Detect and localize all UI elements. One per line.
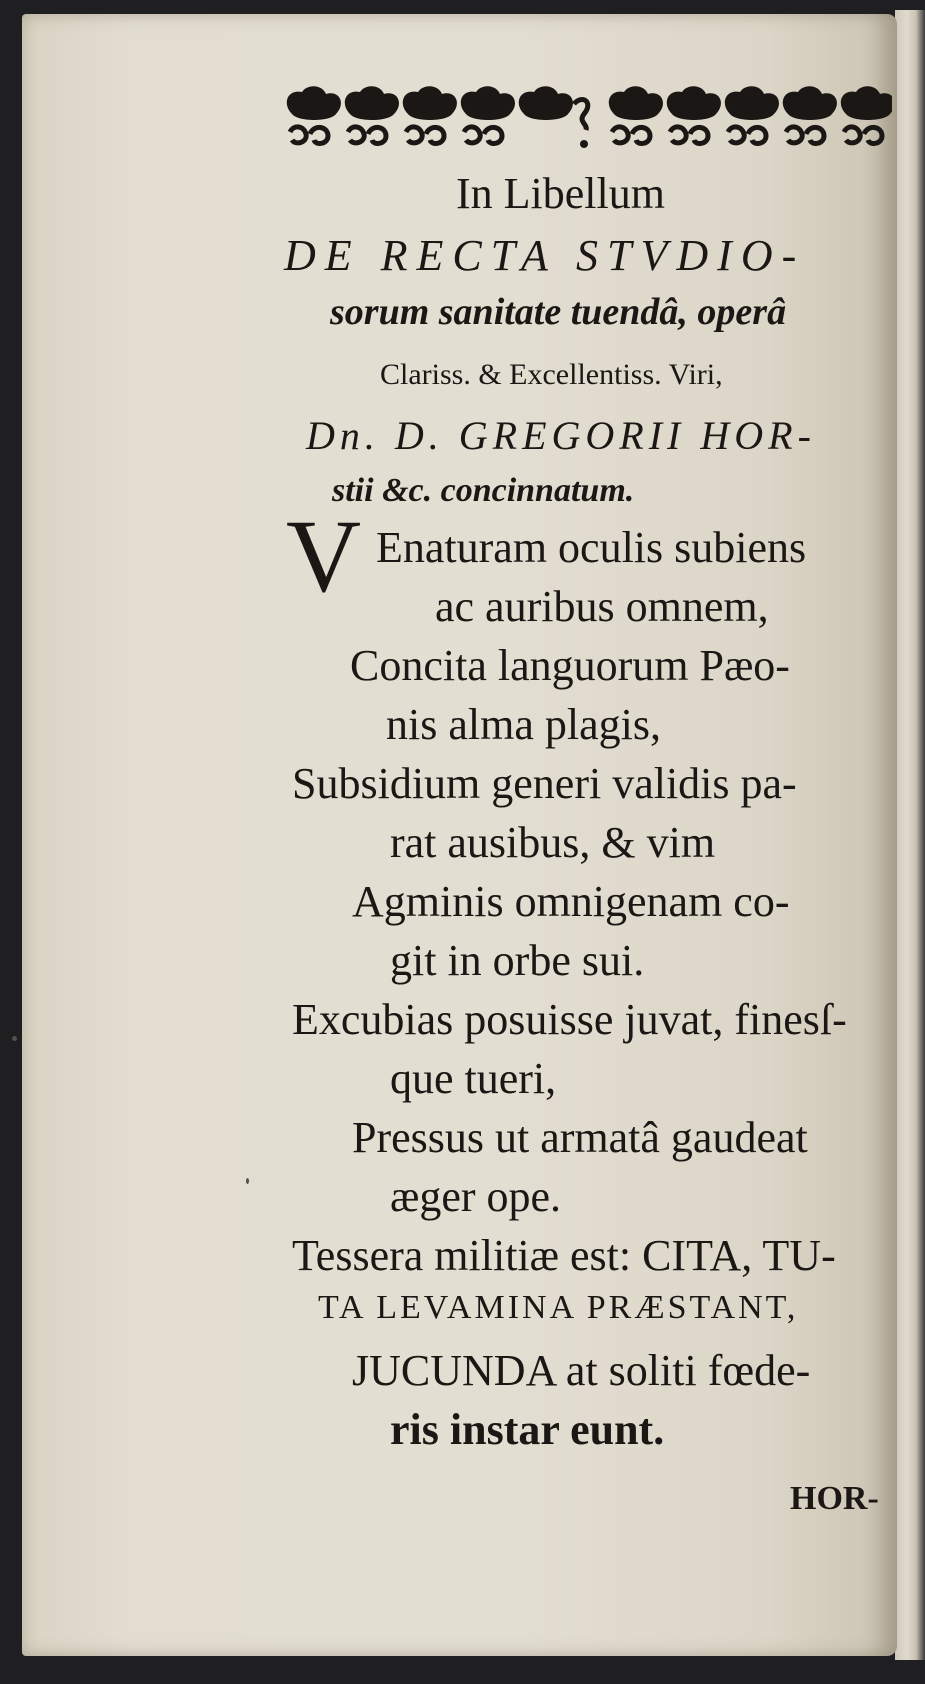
verse-line-7: Agminis omnigenam co- [352,877,790,926]
verse-line-14: TA LEVAMINA PRÆSTANT, [318,1289,799,1326]
fleuron-icon [287,86,341,143]
verse-line-12: æger ope. [390,1172,562,1221]
verse-line-16: ris instar eunt. [390,1405,665,1454]
ink-speck [12,1036,17,1041]
verse-line-6: rat ausibus, & vim [390,818,716,867]
verse-line-1: Enaturam oculis subiens [376,523,807,572]
heading-line-2: DE RECTA STVDIO- [284,231,806,280]
verse-line-10: que tueri, [390,1054,557,1103]
heading-line-1: In Libellum [456,169,665,218]
heading-line-4: Clariss. & Excellentiss. Viri, [380,358,723,391]
verse-line-3: Concita languorum Pæo- [350,641,790,690]
verse-line-4: nis alma plagis, [386,700,661,749]
verse-line-15: JUCUNDA at soliti fœde- [352,1346,811,1395]
next-page-edge [895,10,925,1660]
verse-line-13: Tessera militiæ est: CITA, TU- [292,1231,836,1280]
verse-line-8: git in orbe sui. [390,936,645,985]
catchword: HOR- [790,1480,879,1517]
ink-speck [246,1178,249,1184]
verse-line-9: Excubias posuisse juvat, finesſ- [292,995,847,1044]
headpiece-ornament [282,84,892,156]
heading-line-6: stii &c. concinnatum. [332,472,635,509]
heading-line-5: Dn. D. GREGORII HOR- [306,413,816,458]
verse-line-5: Subsidium generi validis pa- [292,759,797,808]
drop-cap: V [286,499,362,614]
verse-line-2: ac auribus omnem, [435,582,769,631]
verse-line-11: Pressus ut armatâ gaudeat [352,1113,808,1162]
heading-line-3: sorum sanitate tuendâ, operâ [330,291,787,333]
